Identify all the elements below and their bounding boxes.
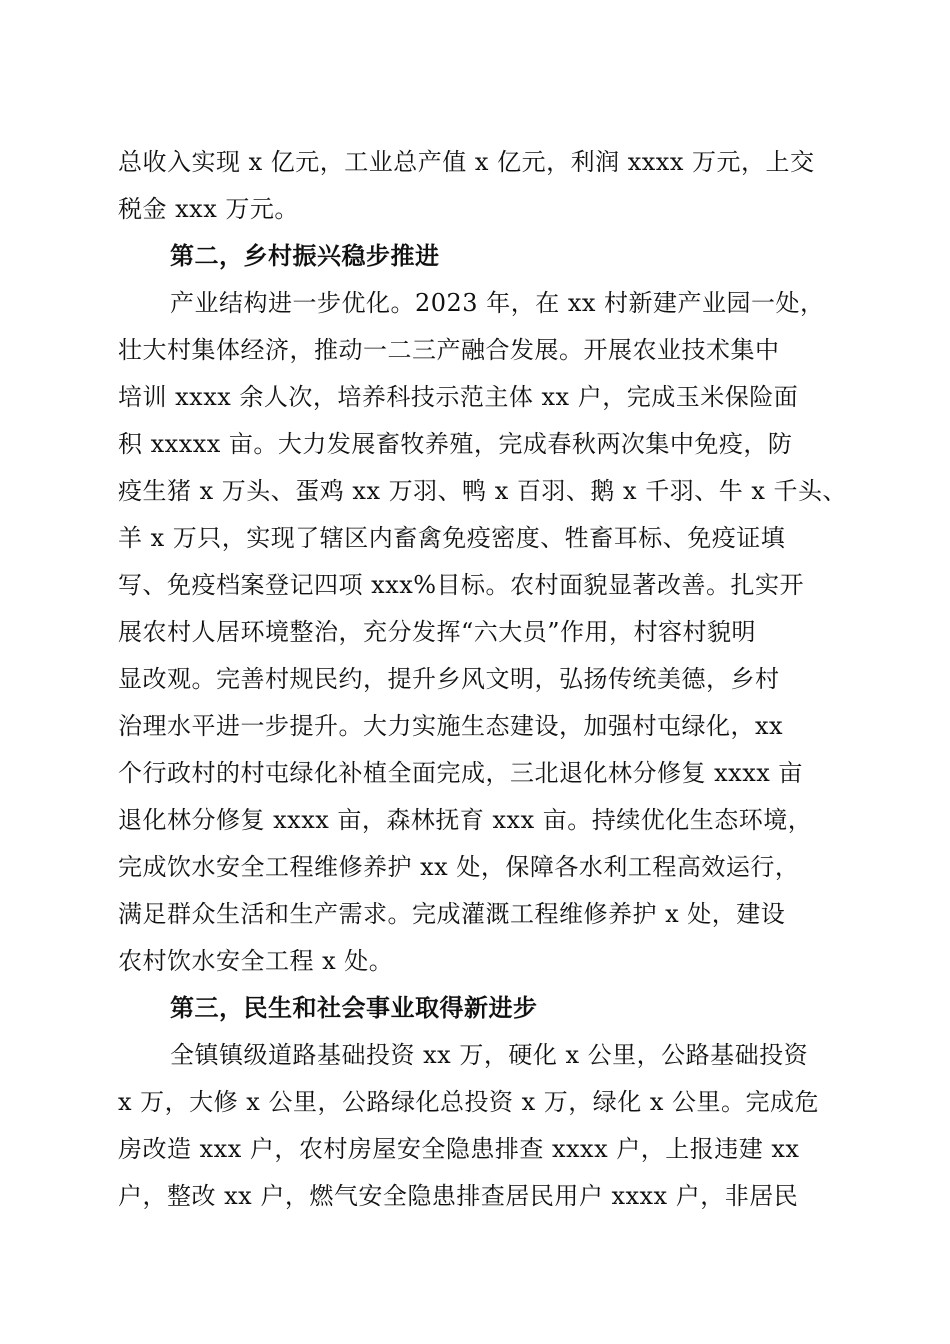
paragraph-2-line-13: 完成饮水安全工程维修养护 xx 处，保障各水利工程高效运行， — [118, 853, 800, 881]
paragraph-2-line-11: 个行政村的村屯绿化补植全面完成，三北退化林分修复 xxxx 亩 — [118, 759, 803, 787]
paragraph-2-line-6: 羊 x 万只，实现了辖区内畜禽免疫密度、牲畜耳标、免疫证填 — [118, 524, 786, 552]
paragraph-2-line-9: 显改观。完善村规民约，提升乡风文明，弘扬传统美德，乡村 — [118, 665, 780, 693]
paragraph-2-line-14: 满足群众生活和生产需求。完成灌溉工程维修养护 x 处，建设 — [118, 900, 786, 928]
section-heading-2: 第二，乡村振兴稳步推进 — [170, 241, 440, 270]
paragraph-2-line-5: 疫生猪 x 万头、蛋鸡 xx 万羽、鸭 x 百羽、鹅 x 千羽、牛 x 千头、 — [118, 477, 847, 505]
paragraph-2-line-15: 农村饮水安全工程 x 处。 — [118, 947, 394, 975]
section-heading-3: 第三，民生和社会事业取得新进步 — [170, 993, 538, 1022]
paragraph-3-line-4: 户，整改 xx 户，燃气安全隐患排查居民用户 xxxx 户，非居民 — [118, 1182, 799, 1210]
paragraph-1-line-1: 总收入实现 x 亿元，工业总产值 x 亿元，利润 xxxx 万元，上交 — [118, 148, 815, 176]
paragraph-2-line-2: 壮大村集体经济，推动一二三产融合发展。开展农业技术集中 — [118, 336, 780, 364]
paragraph-2-line-4: 积 xxxxx 亩。大力发展畜牧养殖，完成春秋两次集中免疫，防 — [118, 430, 793, 458]
paragraph-2-line-3: 培训 xxxx 余人次，培养科技示范主体 xx 户，完成玉米保险面 — [118, 383, 799, 411]
paragraph-2-line-7: 写、免疫档案登记四项 xxx%目标。农村面貌显著改善。扎实开 — [118, 571, 805, 599]
paragraph-2-line-8: 展农村人居环境整治，充分发挥“六大员”作用，村容村貌明 — [118, 618, 757, 646]
paragraph-1-line-2: 税金 xxx 万元。 — [118, 195, 299, 223]
paragraph-3-line-1: 全镇镇级道路基础投资 xx 万，硬化 x 公里，公路基础投资 — [170, 1041, 809, 1069]
paragraph-3-line-2: x 万，大修 x 公里，公路绿化总投资 x 万，绿化 x 公里。完成危 — [118, 1088, 820, 1116]
paragraph-2-line-10: 治理水平进一步提升。大力实施生态建设，加强村屯绿化，xx — [118, 712, 784, 740]
paragraph-2-line-12: 退化林分修复 xxxx 亩，森林抚育 xxx 亩。持续优化生态环境， — [118, 806, 813, 834]
paragraph-3-line-3: 房改造 xxx 户，农村房屋安全隐患排查 xxxx 户，上报违建 xx — [118, 1135, 800, 1163]
paragraph-2-line-1: 产业结构进一步优化。2023 年，在 xx 村新建产业园一处， — [170, 289, 825, 317]
